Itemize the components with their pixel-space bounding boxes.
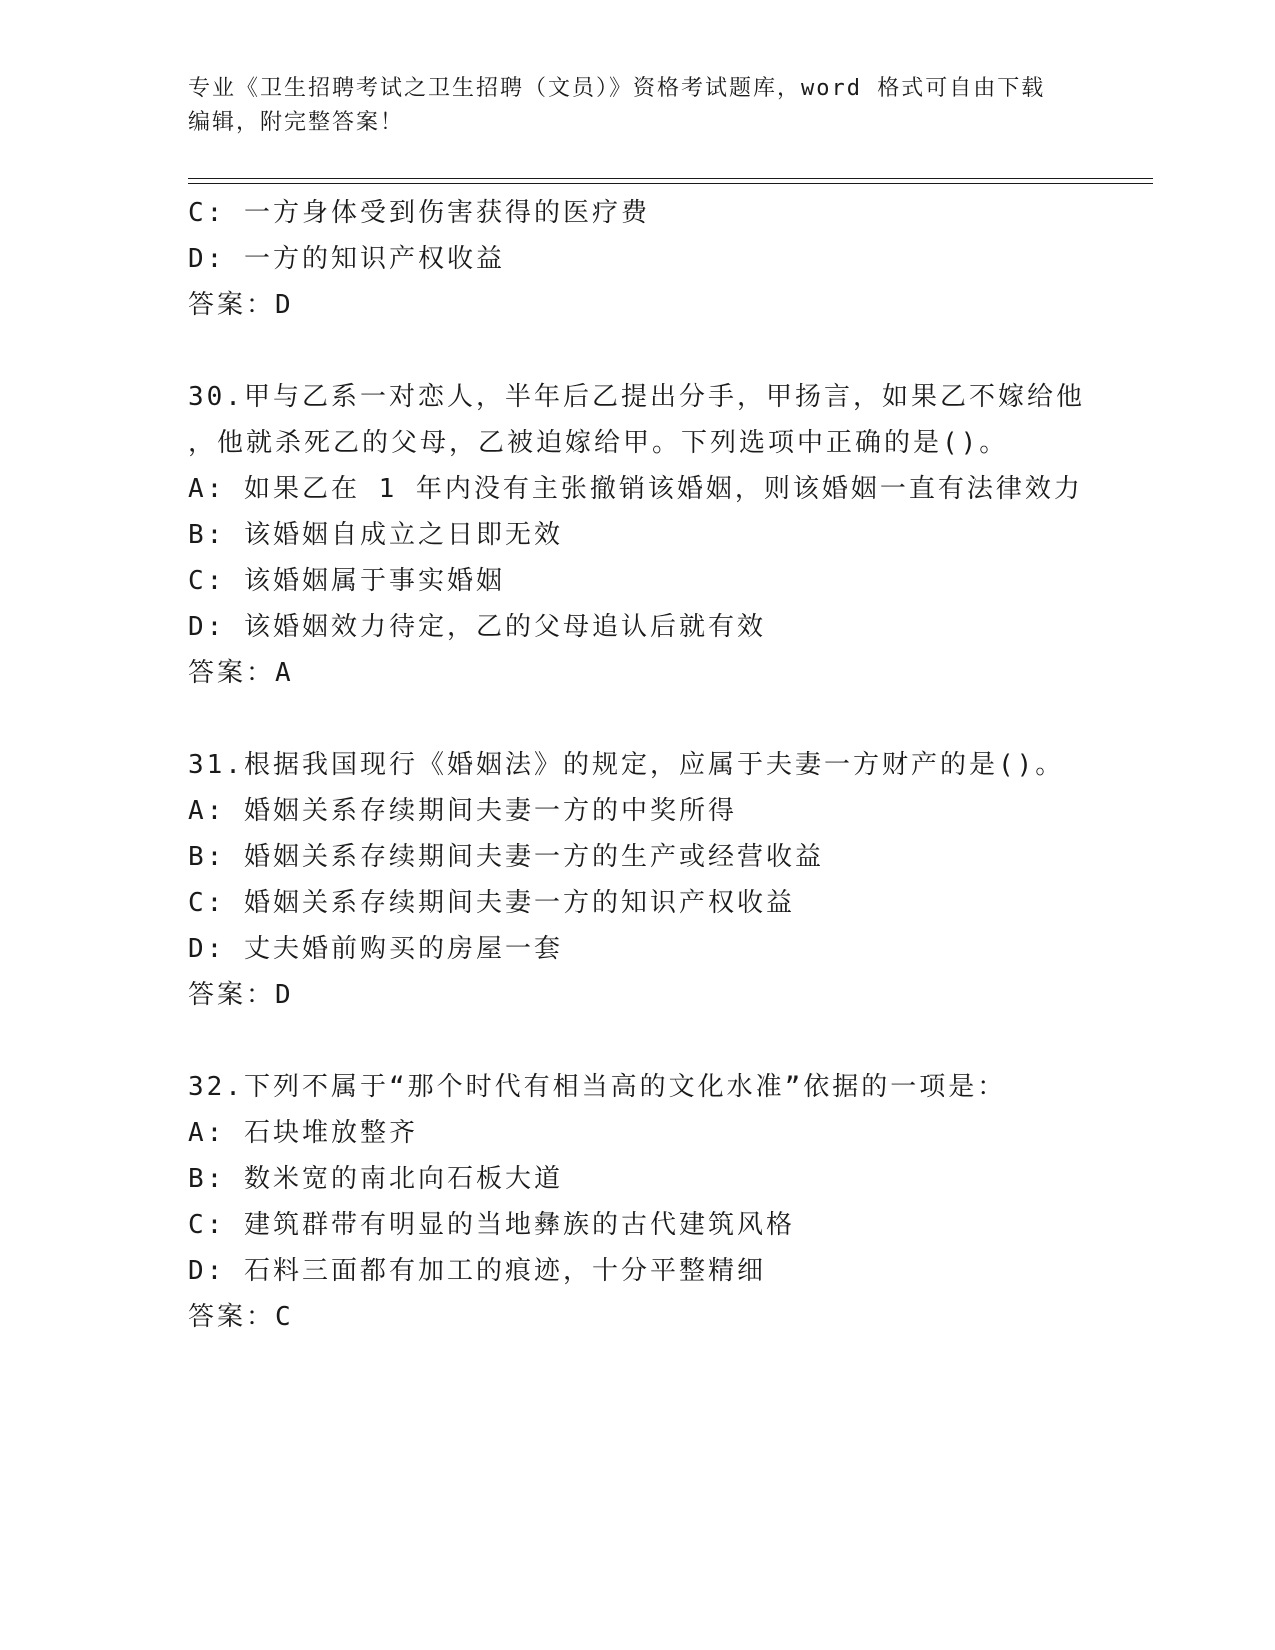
option-c: C: 一方身体受到伤害获得的医疗费: [188, 198, 650, 228]
answer-line: 答案：C: [188, 1302, 294, 1332]
option-a: A: 婚姻关系存续期间夫妻一方的中奖所得: [188, 796, 737, 826]
option-b: B: 婚姻关系存续期间夫妻一方的生产或经营收益: [188, 842, 824, 872]
option-b: B: 数米宽的南北向石板大道: [188, 1164, 563, 1194]
option-a: A: 如果乙在 1 年内没有主张撤销该婚姻，则该婚姻一直有法律效力: [188, 474, 1083, 504]
option-d: D: 一方的知识产权收益: [188, 244, 505, 274]
question-block-32: [188, 1064, 1108, 1340]
document-body: [188, 190, 1108, 1340]
option-b: B: 该婚姻自成立之日即无效: [188, 520, 563, 550]
question-stem: 30.甲与乙系一对恋人，半年后乙提出分手，甲扬言，如果乙不嫁给他: [188, 382, 1085, 412]
question-stem-continued: ，他就杀死乙的父母，乙被迫嫁给甲。下列选项中正确的是()。: [188, 428, 1009, 458]
option-c: C: 婚姻关系存续期间夫妻一方的知识产权收益: [188, 888, 795, 918]
document-header: [188, 72, 1088, 140]
spacer: [188, 696, 1108, 742]
option-c: C: 建筑群带有明显的当地彝族的古代建筑风格: [188, 1210, 795, 1240]
spacer: [188, 1018, 1108, 1064]
option-d: D: 该婚姻效力待定，乙的父母追认后就有效: [188, 612, 766, 642]
answer-line: 答案：D: [188, 980, 294, 1010]
question-stem: 31.根据我国现行《婚姻法》的规定，应属于夫妻一方财产的是()。: [188, 750, 1065, 780]
question-stem: 32.下列不属于“那个时代有相当高的文化水准”依据的一项是：: [188, 1072, 1007, 1102]
header-line-1: 专业《卫生招聘考试之卫生招聘（文员）》资格考试题库，word 格式可自由下载: [188, 76, 1046, 101]
answer-line: 答案：A: [188, 658, 294, 688]
question-block-30: [188, 374, 1108, 696]
option-d: D: 丈夫婚前购买的房屋一套: [188, 934, 563, 964]
header-rule-bottom: [188, 183, 1153, 184]
header-line-2: 编辑，附完整答案！: [188, 110, 405, 135]
answer-line: 答案：D: [188, 290, 294, 320]
option-a: A: 石块堆放整齐: [188, 1118, 418, 1148]
option-c: C: 该婚姻属于事实婚姻: [188, 566, 505, 596]
spacer: [188, 328, 1108, 374]
question-block-31: [188, 742, 1108, 1018]
header-rule-top: [188, 178, 1153, 179]
option-d: D: 石料三面都有加工的痕迹，十分平整精细: [188, 1256, 766, 1286]
question-block-prev: [188, 190, 1108, 328]
